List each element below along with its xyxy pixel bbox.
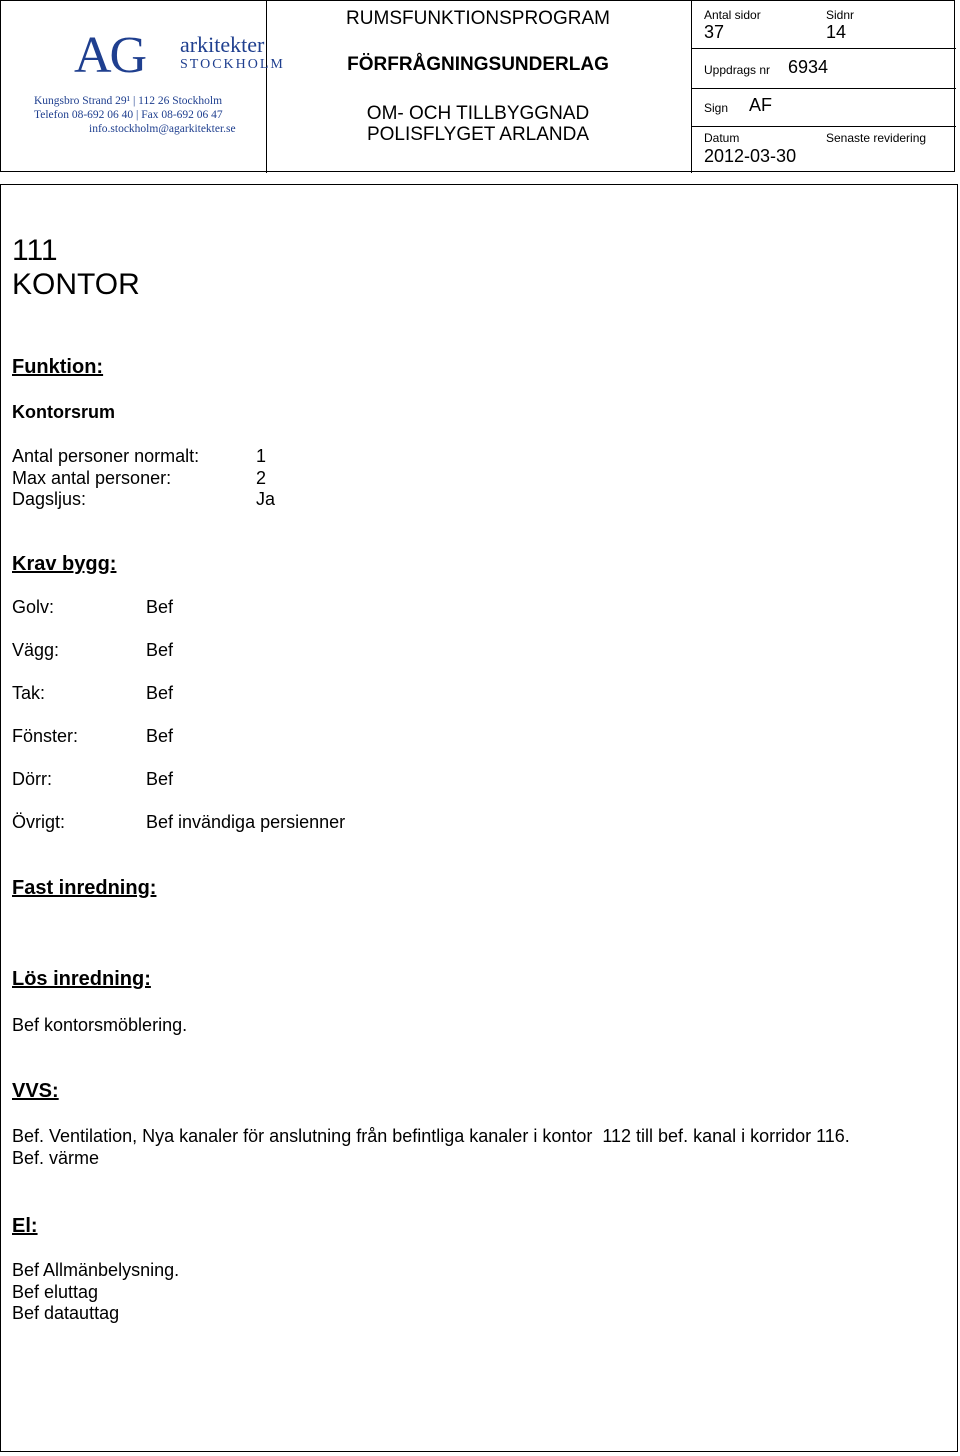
- electrical-item: Bef eluttag: [12, 1282, 99, 1302]
- daylight-value: Ja: [256, 489, 276, 509]
- section-heading-fast-inredning: Fast inredning:: [12, 877, 157, 899]
- occupancy-normal-label: Antal personer normalt:: [12, 446, 200, 466]
- address-line: Kungsbro Strand 29¹ | 112 26 Stockholm: [34, 95, 223, 107]
- header-divider: [691, 88, 956, 89]
- occupancy-normal-value: 1: [256, 446, 267, 466]
- occupancy-max-value: 2: [256, 468, 267, 488]
- project-name: POLISFLYGET ARLANDA: [366, 124, 590, 145]
- requirement-value: Bef invändiga persienner: [146, 812, 346, 832]
- requirement-label: Tak:: [12, 683, 46, 703]
- address-line: Telefon 08-692 06 40 | Fax 08-692 06 47: [34, 109, 223, 121]
- requirement-value: Bef: [146, 683, 174, 703]
- date-label: Datum: [704, 131, 740, 145]
- room-name: KONTOR: [12, 268, 140, 301]
- pages-value: 37: [704, 22, 725, 42]
- vvs-heating-text: Bef. värme: [12, 1148, 100, 1168]
- daylight-label: Dagsljus:: [12, 489, 87, 509]
- room-number: 111: [12, 234, 58, 267]
- requirement-label: Fönster:: [12, 726, 79, 746]
- requirement-label: Övrigt:: [12, 812, 66, 832]
- sign-label: Sign: [704, 101, 729, 115]
- assignment-number-label: Uppdrags nr: [704, 63, 771, 77]
- logo-address: [34, 94, 236, 136]
- requirement-label: Vägg:: [12, 640, 60, 660]
- document-subtype: FÖRFRÅGNINGSUNDERLAG: [347, 54, 609, 75]
- header-divider: [691, 48, 956, 49]
- requirement-value: Bef: [146, 640, 174, 660]
- vvs-ventilation-text: Bef. Ventilation, Nya kanaler för anslutning från befintliga kanaler i kontor 112 till bef. kanal i korridor 116.: [12, 1126, 850, 1146]
- requirement-label: Golv:: [12, 597, 55, 617]
- assignment-number-value: 6934: [788, 57, 829, 77]
- sign-value: AF: [749, 95, 773, 115]
- logo-city: STOCKHOLM: [180, 57, 285, 72]
- section-heading-vvs: VVS:: [12, 1080, 59, 1102]
- requirement-value: Bef: [146, 597, 174, 617]
- loose-furniture-text: Bef kontorsmöblering.: [12, 1015, 188, 1035]
- header-divider: [691, 1, 692, 173]
- electrical-item: Bef Allmänbelysning.: [12, 1260, 180, 1280]
- logo-name: arkitekter: [180, 32, 265, 57]
- page-number-label: Sidnr: [826, 8, 855, 22]
- logo-mark: AG: [74, 27, 146, 84]
- date-value: 2012-03-30: [704, 146, 797, 166]
- section-heading-funktion: Funktion:: [12, 356, 104, 378]
- room-function-type: Kontorsrum: [12, 402, 115, 422]
- page-number-value: 14: [826, 22, 847, 42]
- revision-label: Senaste revidering: [826, 131, 927, 145]
- section-heading-krav-bygg: Krav bygg:: [12, 553, 117, 575]
- section-heading-el: El:: [12, 1215, 38, 1237]
- pages-label: Antal sidor: [704, 8, 761, 22]
- requirement-label: Dörr:: [12, 769, 52, 789]
- address-line: info.stockholm@agarkitekter.se: [89, 123, 236, 135]
- occupancy-max-label: Max antal personer:: [12, 468, 172, 488]
- electrical-item: Bef datauttag: [12, 1303, 120, 1323]
- header-divider: [691, 126, 956, 127]
- section-heading-los-inredning: Lös inredning:: [12, 968, 151, 990]
- document-type: RUMSFUNKTIONSPROGRAM: [346, 8, 610, 29]
- project-name: OM- OCH TILLBYGGNAD: [366, 103, 590, 124]
- requirement-value: Bef: [146, 726, 174, 746]
- requirement-value: Bef: [146, 769, 174, 789]
